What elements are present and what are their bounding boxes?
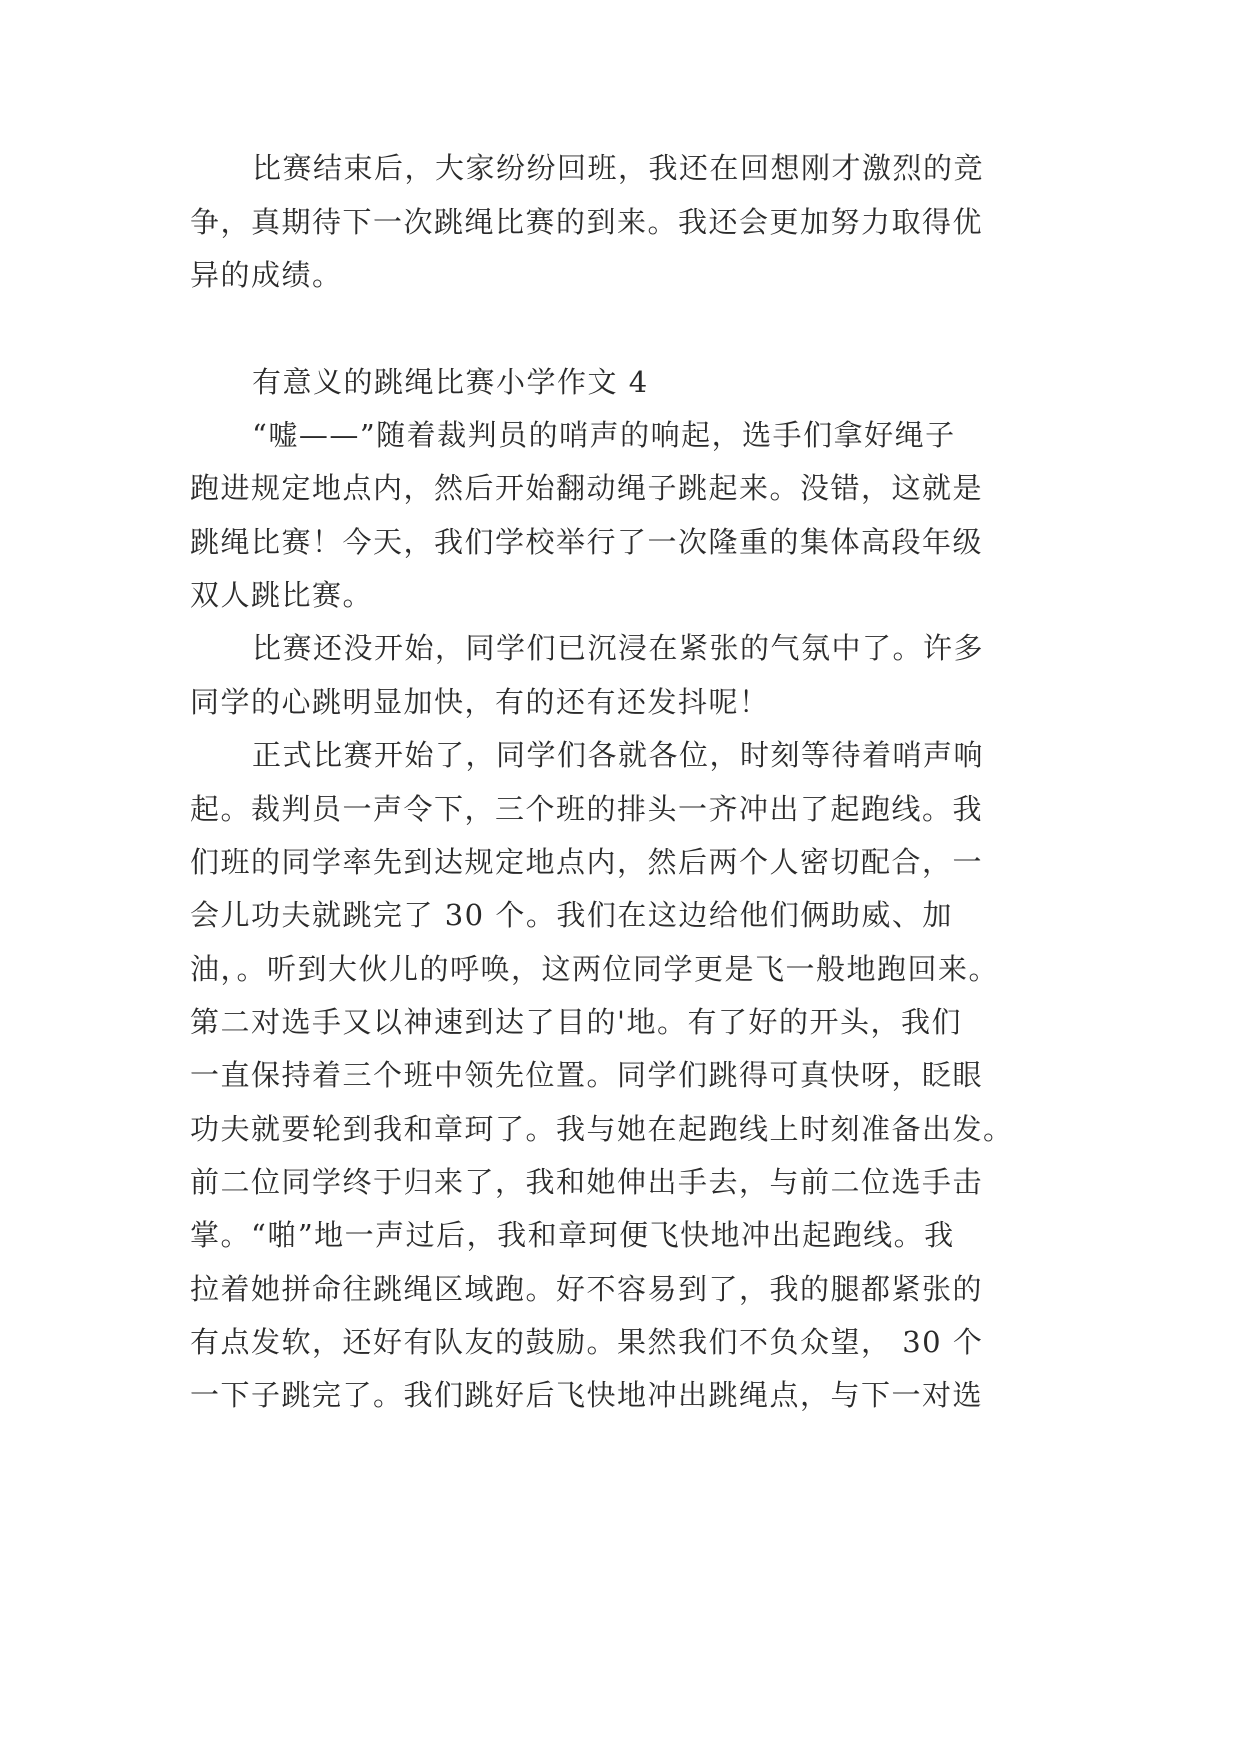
text-line: 比赛还没开始，同学们已沉浸在紧张的气氛中了。许多 [252,631,985,665]
text-line: 拉着她拼命往跳绳区域跑。好不容易到了，我的腿都紧张的 [190,1272,984,1306]
text-line: 前二位同学终于归来了，我和她伸出手去，与前二位选手击 [190,1165,984,1199]
text-line: 油，。听到大伙儿的呼唤，这两位同学更是飞一般地跑回来。 [190,952,1000,986]
text-line: 会儿功夫就跳完了 30 个。我们在这边给他们俩助威、加 [190,898,953,932]
text-line: 跳绳比赛！今天，我们学校举行了一次隆重的集体高段年级 [190,525,984,559]
text-line: 们班的同学率先到达规定地点内，然后两个人密切配合，一 [190,845,984,879]
text-line: 正式比赛开始了，同学们各就各位，时刻等待着哨声响 [252,738,985,772]
text-line: 一直保持着三个班中领先位置。同学们跳得可真快呀，眨眼 [190,1058,984,1092]
text-line: 同学的心跳明显加快，有的还有还发抖呢！ [190,685,770,719]
text-line: 第二对选手又以神速到达了目的'地。有了好的开头，我们 [190,1005,962,1039]
text-line: 掌。“啪”地一声过后，我和章珂便飞快地冲出起跑线。我 [190,1218,955,1252]
text-line: 双人跳比赛。 [190,578,374,612]
text-line: 跑进规定地点内，然后开始翻动绳子跳起来。没错，这就是 [190,471,984,505]
text-line: “嘘——”随着裁判员的哨声的响起，选手们拿好绳子 [252,418,956,452]
text-line: 起。裁判员一声令下，三个班的排头一齐冲出了起跑线。我 [190,792,984,826]
text-line: 异的成绩。 [190,258,343,292]
text-line: 一下子跳完了。我们跳好后飞快地冲出跳绳点，与下一对选 [190,1378,984,1412]
text-line: 比赛结束后，大家纷纷回班，我还在回想刚才激烈的竞 [252,151,985,185]
text-line: 功夫就要轮到我和章珂了。我与她在起跑线上时刻准备出发。 [190,1112,1014,1146]
text-line: 有点发软，还好有队友的鼓励。果然我们不负众望， 30 个 [190,1325,984,1359]
text-line: 争，真期待下一次跳绳比赛的到来。我还会更加努力取得优 [190,205,984,239]
section-title: 有意义的跳绳比赛小学作文 4 [252,365,649,399]
